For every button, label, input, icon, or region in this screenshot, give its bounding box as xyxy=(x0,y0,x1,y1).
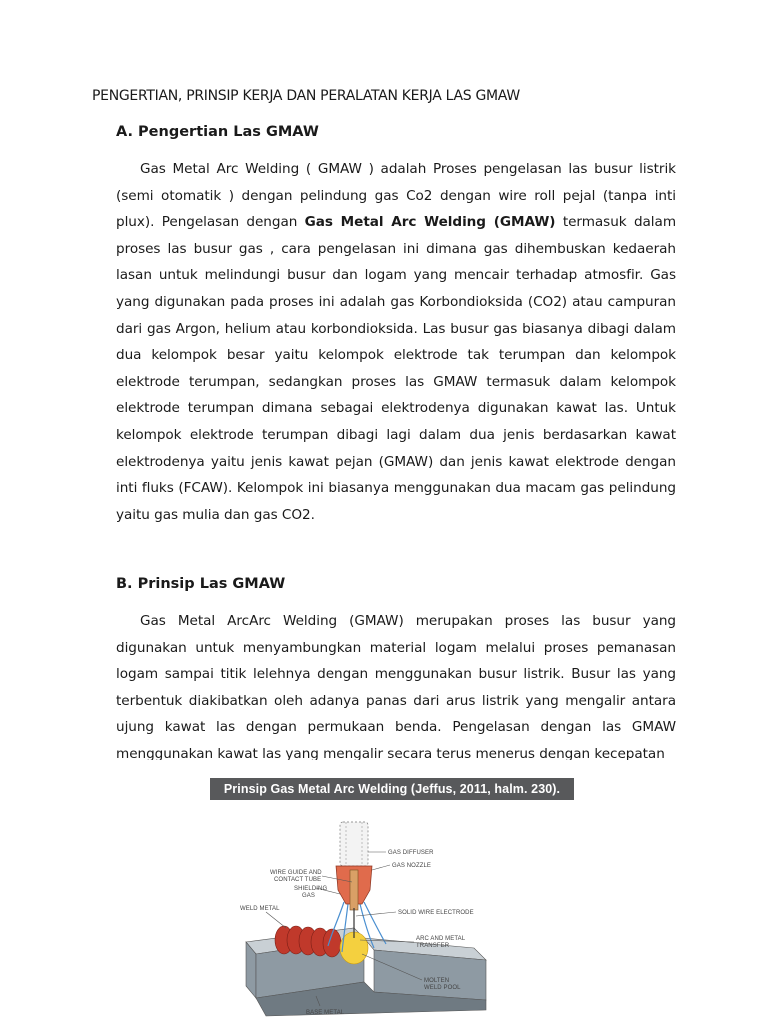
label-gas-nozzle: GAS NOZZLE xyxy=(392,863,432,869)
label-wire-guide-1: WIRE GUIDE AND xyxy=(270,870,322,876)
label-arc-1: ARC AND METAL xyxy=(416,936,466,942)
section-b-heading xyxy=(116,576,285,592)
label-weld-metal: WELD METAL xyxy=(240,906,280,912)
label-solid-wire: SOLID WIRE ELECTRODE xyxy=(398,910,474,916)
page-title: PENGERTIAN, PRINSIP KERJA DAN PERALATAN KERJA LAS GMAW xyxy=(92,88,520,104)
label-shielding-1: SHIELDING xyxy=(294,886,328,892)
section-a-bold-term: Gas Metal Arc Welding (GMAW) xyxy=(304,214,556,231)
section-b-heading-text: B. Prinsip Las GMAW xyxy=(116,576,286,592)
section-a-text-2: termasuk dalam proses las busur gas , cara pengelasan ini dimana gas dihembuskan kedaerah lasan untuk melindungi busur dan logam yang mencair terhadap atmosfir. Gas yang digunakan pada proses ini adalah gas Korbondioksida (CO2) atau campuran dari gas Argon, helium atau korbondioksida. Las busur gas biasanya dibagi dalam dua kelompok besar yaitu kelompok elektrode tak terumpan dan kelompok elektrode terumpan, sedangkan proses las GMAW termasuk dalam kelompok elektrode terumpan dimana sebagai elektrodenya digunakan kawat las. Untuk kelompok elektrode terumpan dibagi lagi dalam dua jenis berdasarkan kawat elektrodenya yaitu jenis kawat pejan (GMAW) dan jenis kawat elektrode dengan inti fluks (FCAW). Kelompok ini biasanya menggunakan dua macam gas pelindung yaitu gas mulia dan gas CO2. xyxy=(116,214,677,523)
section-a-paragraph xyxy=(116,156,676,528)
label-molten-1: MOLTEN xyxy=(424,978,450,984)
label-shielding-2: GAS xyxy=(302,893,315,899)
label-wire-guide-2: CONTACT TUBE xyxy=(274,877,322,883)
gmaw-diagram xyxy=(236,820,496,1024)
label-gas-diffuser: GAS DIFFUSER xyxy=(388,850,434,856)
section-a-heading-text: A. Pengertian Las GMAW xyxy=(116,124,319,140)
figure-caption: Prinsip Gas Metal Arc Welding (Jeffus, 2011, halm. 230). xyxy=(210,778,574,800)
section-a-heading xyxy=(116,124,319,140)
label-arc-2: TRANSFER xyxy=(416,943,450,949)
section-a-text-1: Gas Metal Arc Welding ( GMAW ) adalah Proses pengelasan las busur listrik (semi otomatik ) dengan pelindung gas Co2 dengan wire roll pejal (tanpa inti plux). Pengelasan dengan xyxy=(116,161,676,231)
label-base-metal: BASE METAL xyxy=(306,1010,345,1016)
label-molten-2: WELD POOL xyxy=(424,985,461,991)
section-b-paragraph: Gas Metal ArcArc Welding (GMAW) merupakan proses las busur yang digunakan untuk menyambungkan material logam melalui proses pemanasan logam sampai titik lelehnya dengan menggunakan busur listrik. Busur las yang terbentuk diakibatkan oleh adanya panas dari arus listrik yang mengalir antara ujung kawat las dengan permukaan benda. Pengelasan dengan las GMAW menggunakan kawat las yang mengalir secara terus menerus dengan kecepatan xyxy=(116,613,676,760)
